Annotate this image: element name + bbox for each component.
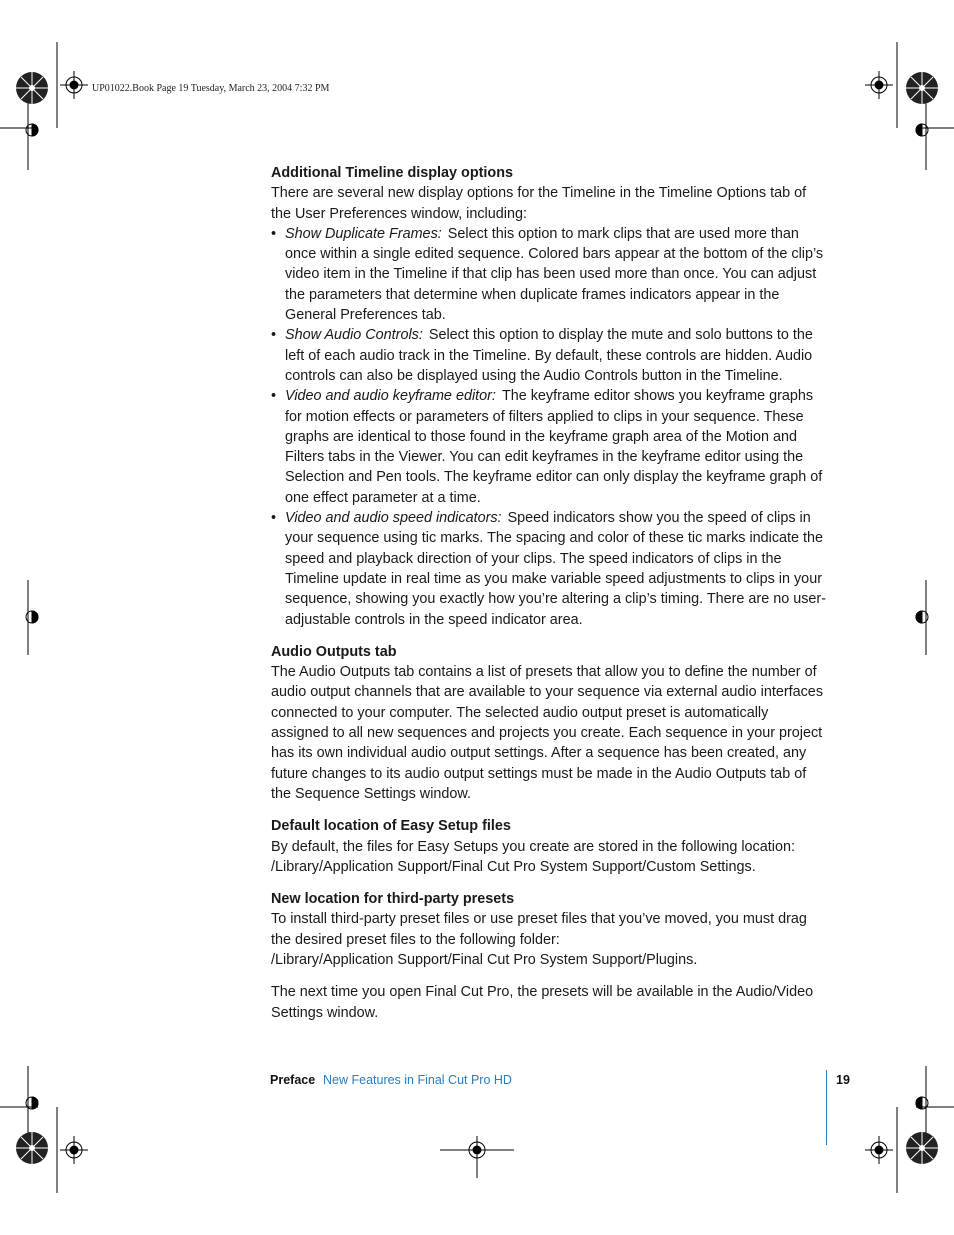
page-number: 19 xyxy=(836,1073,850,1087)
section-body: The Audio Outputs tab contains a list of presets that allow you to define the number of audio output channels that are available to your sequence via external audio interfaces connected to your computer. The selected audio output preset is automatically assigned to all new sequences and projects you create. Each sequence in your project has its own individual audio output settings. After a sequence has been created, any future changes to its audio output settings must be made in the Audio Outputs tab of the Sequence Settings window. xyxy=(271,664,824,802)
section-heading: Default location of Easy Setup files xyxy=(271,818,511,835)
section-easy-setup xyxy=(271,816,827,877)
list-item xyxy=(271,508,827,630)
file-path: /Library/Application Support/Final Cut Pro System Support/Custom Settings. xyxy=(271,858,756,875)
item-term: Video and audio speed indicators: xyxy=(285,510,502,527)
section-closing xyxy=(271,982,827,1023)
file-path: /Library/Application Support/Final Cut Pro System Support/Plugins. xyxy=(271,951,698,968)
starburst-calibration-icon xyxy=(906,1132,938,1164)
registration-target-icon xyxy=(60,71,88,99)
footer-chapter-title: New Features in Final Cut Pro HD xyxy=(323,1073,512,1087)
section-third-party-presets xyxy=(271,889,827,970)
item-text: Speed indicators show you the speed of clips in your sequence using tic marks. The spacing and color of these tic marks indicate the speed and playback direction of your clips. The speed indicators of clips in the Timeline update in real time as you make variable speed adjustments to clips in your sequence, showing you exactly how you’re altering a clip’s timing. There are no user-adjustable controls in the speed indicator area. xyxy=(285,510,827,628)
footer-divider xyxy=(826,1070,827,1145)
section-heading: Additional Timeline display options xyxy=(271,165,513,181)
print-slug: UP01022.Book Page 19 Tuesday, March 23, 2004 7:32 PM xyxy=(92,83,330,94)
item-text: The keyframe editor shows you keyframe graphs for motion effects or parameters of filters applied to clips in your sequence. These graphs are identical to those found in the keyframe graph area of the Motion and Filters tabs in the Viewer. You can edit keyframes in the keyframe editor using the Selection and Pen tools. The keyframe editor can only display the keyframe graph of one effect parameter at a time. xyxy=(285,388,823,506)
item-text: Select this option to mark clips that are used more than once within a single edited sequence. Colored bars appear at the bottom of the clip’s video item in the Timeline if that clip has been used more than once. You can adjust the parameters that determine when duplicate frames indicators appear in the General Preferences tab. xyxy=(285,225,824,324)
list-item xyxy=(271,386,827,508)
section-audio-outputs xyxy=(271,642,827,804)
section-body: By default, the files for Easy Setups you create are stored in the following location: xyxy=(271,838,795,855)
item-text: Select this option to display the mute and solo buttons to the left of each audio track in the Timeline. By default, these controls are hidden. Audio controls can also be displayed using the Audio Controls button in the Timeline. xyxy=(285,327,813,384)
registration-target-icon xyxy=(440,1136,514,1178)
list-item xyxy=(271,224,827,325)
footer-chapter: Preface xyxy=(270,1073,316,1087)
section-intro: There are several new display options for the Timeline in the Timeline Options tab of the User Preferences window, including: xyxy=(271,185,807,222)
list-item xyxy=(271,325,827,386)
section-body: To install third-party preset files or use preset files that you’ve moved, you must drag the desired preset files to the following folder: xyxy=(271,911,807,948)
item-term: Video and audio keyframe editor: xyxy=(285,388,496,405)
section-heading: Audio Outputs tab xyxy=(271,643,397,660)
section-timeline-options xyxy=(271,163,827,630)
starburst-calibration-icon xyxy=(16,72,48,104)
registration-target-icon xyxy=(60,1136,88,1164)
registration-target-icon xyxy=(865,71,893,99)
item-term: Show Audio Controls: xyxy=(285,327,423,344)
starburst-calibration-icon xyxy=(16,1132,48,1164)
section-heading: New location for third-party presets xyxy=(271,891,515,908)
section-body: The next time you open Final Cut Pro, the presets will be available in the Audio/Video Settings window. xyxy=(271,984,814,1021)
page-body xyxy=(271,163,827,1035)
starburst-calibration-icon xyxy=(906,72,938,104)
item-term: Show Duplicate Frames: xyxy=(285,225,442,242)
options-list xyxy=(271,224,827,630)
registration-target-icon xyxy=(865,1136,893,1164)
